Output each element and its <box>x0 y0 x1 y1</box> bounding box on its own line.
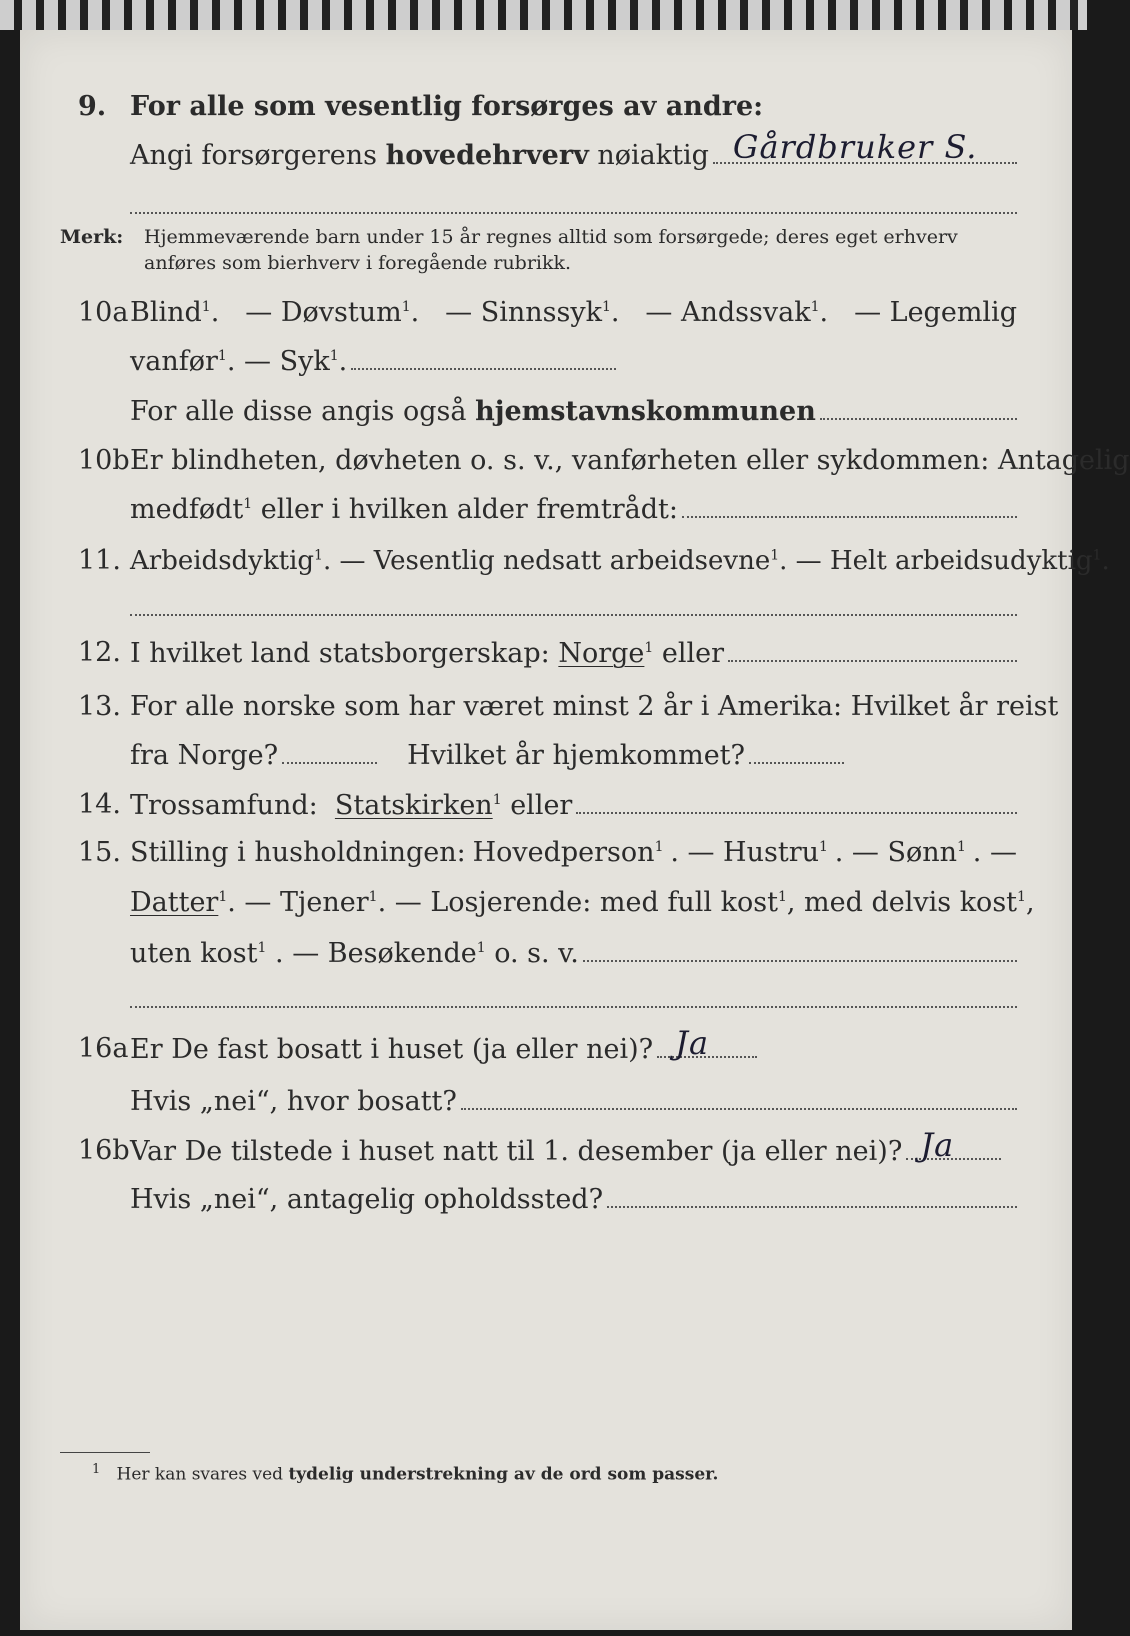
q14-statskirken: Statskirken$^1$ <box>334 790 502 821</box>
q16a-text: Er De fast bosatt i huset (ja eller nei)? <box>130 1034 654 1065</box>
q11-c: . — Helt arbeidsudyktig$^1$. <box>779 546 1110 576</box>
q10b-medfodt: medfødt$^1$ <box>130 494 253 525</box>
q9-prefix: Angi forsørgerens <box>130 140 377 171</box>
footnote-ref-mark: 1 <box>368 889 378 905</box>
footnote-ref-mark: 1 <box>957 839 966 855</box>
q13-text: For alle norske som har været minst 2 år i Amerika: Hvilket år reist <box>130 691 1059 722</box>
footnote <box>92 1462 718 1485</box>
q11-a: Arbeidsdyktig$^1$ <box>130 546 323 576</box>
footnote-ref-mark: 1 <box>492 792 502 808</box>
footnote-prefix: Her kan svares ved <box>116 1464 284 1485</box>
q15-osv: o. s. v. <box>494 938 579 969</box>
q10a-dovstum: — Døvstum$^1$. <box>245 297 420 328</box>
footnote-ref-mark: 1 <box>243 496 253 512</box>
q12-prefix: I hvilket land statsborgerskap: <box>130 638 550 669</box>
q10b-number: 10b <box>78 445 130 476</box>
q9-text: For alle som vesentlig forsørges av andre: <box>130 91 764 122</box>
q10a-number: 10a <box>78 297 129 328</box>
merk-note <box>60 224 1017 274</box>
merk-line2: anføres som bierhverv i foregående rubrikk. <box>144 252 572 274</box>
q16b-handwritten-answer: Ja <box>920 1126 955 1164</box>
q15-stilling: Stilling i husholdningen: <box>130 837 466 868</box>
q16a-handwritten-answer: Ja <box>675 1024 710 1062</box>
q15-tjener: . — Tjener$^1$ <box>227 887 378 918</box>
q13-reist: fra Norge? <box>130 740 279 771</box>
q10a-line3-bold: hjemstavnskommunen <box>475 396 816 427</box>
q15-extra-field[interactable] <box>130 1006 1017 1008</box>
q9-number: 9. <box>78 91 107 122</box>
q16a-number: 16a <box>78 1033 129 1064</box>
q15-uten-kost: uten kost$^1$ <box>130 938 267 969</box>
q16b-text: Var De tilstede i huset natt til 1. desember (ja eller nei)? <box>130 1136 903 1167</box>
footnote-ref-mark: 1 <box>644 640 654 656</box>
q11-number: 11. <box>78 545 121 576</box>
q16b-number: 16b <box>78 1135 130 1166</box>
q15-field[interactable] <box>583 936 1017 962</box>
q15-sonn: . — Sønn$^1$ <box>834 837 966 868</box>
footnote-ref-mark: 1 <box>810 299 820 315</box>
q10a-line3-prefix: For alle disse angis også <box>130 396 467 427</box>
q10a-sinnssyk: — Sinnssyk$^1$. <box>445 297 620 328</box>
footnote-ref-mark: 1 <box>257 940 267 956</box>
q13-reist-field[interactable] <box>282 738 377 764</box>
q9-handwritten-answer: Gårdbruker S. <box>732 128 978 166</box>
q14-field[interactable] <box>576 788 1017 814</box>
q16b-opholdssted-field[interactable] <box>607 1182 1017 1208</box>
q9-extra-line <box>130 212 1017 214</box>
q15-number: 15. <box>78 837 121 868</box>
q9-suffix: nøiaktig <box>597 140 709 171</box>
q9-answer-field[interactable] <box>713 128 1017 166</box>
q16b-opholdssted: Hvis „nei“, antagelig opholdssted? <box>130 1184 604 1215</box>
footnote-ref-mark: 1 <box>654 839 664 855</box>
footnote-ref-mark: 1 <box>218 889 228 905</box>
footnote-ref-mark: 1 <box>770 547 780 564</box>
q13-hjemkommet-field[interactable] <box>749 738 844 764</box>
q10b-field[interactable] <box>682 492 1017 518</box>
q15-delvis: , med delvis kost$^1$, <box>786 887 1035 918</box>
footnote-rule <box>60 1452 150 1453</box>
q10a-hjemstavn-field[interactable] <box>820 394 1017 420</box>
q13-number: 13. <box>78 691 121 722</box>
footnote-ref-mark: 1 <box>329 348 339 364</box>
q10a-syk-field[interactable] <box>351 344 616 370</box>
q12-field[interactable] <box>728 636 1017 662</box>
footnote-ref-mark: 1 <box>1092 547 1102 564</box>
q12-number: 12. <box>78 637 121 668</box>
q10a-andssvak: — Andssvak$^1$. <box>645 297 829 328</box>
q10a-legemlig: — Legemlig <box>854 297 1017 328</box>
q14-number: 14. <box>78 789 121 820</box>
footnote-bold: tydelig understrekning av de ord som passer. <box>288 1464 719 1485</box>
footnote-ref-mark: 1 <box>201 299 211 315</box>
q9-bold: hovedehrverv <box>385 140 589 171</box>
q15-hovedperson: Hovedperson$^1$ <box>472 837 664 868</box>
q14-prefix: Trossamfund: <box>130 790 318 821</box>
footnote-ref-mark: 1 <box>819 839 828 855</box>
q15-losjerende: . — Losjerende: med full kost$^1$ <box>377 887 787 918</box>
q15-dash: . — <box>972 837 1017 868</box>
q14-suffix: eller <box>510 790 573 821</box>
footnote-ref-mark: 1 <box>601 299 611 315</box>
footnote-ref-mark: 1 <box>1017 889 1026 905</box>
q12-norge: Norge$^1$ <box>558 638 654 669</box>
q16a-answer-field[interactable] <box>657 1024 757 1062</box>
scan-top-edge <box>0 0 1087 30</box>
footnote-ref-mark: 1 <box>401 299 411 315</box>
census-form-page <box>20 30 1130 1630</box>
footnote-ref-mark: 1 <box>217 348 227 364</box>
merk-line1: Hjemmeværende barn under 15 år regnes alltid som forsørgede; deres eget erhverv <box>144 226 958 248</box>
q15-besokende: . — Besøkende$^1$ <box>275 938 486 969</box>
q11-b: . — Vesentlig nedsatt arbeidsevne$^1$ <box>322 546 780 576</box>
q10b-text: Er blindheten, døvheten o. s. v., vanførheten eller sykdommen: Antagelig <box>130 445 1130 476</box>
q12-suffix: eller <box>661 638 725 669</box>
footnote-ref-mark: 1 <box>777 889 787 905</box>
q15-hustru: . — Hustru$^1$ <box>670 837 828 868</box>
q10a-syk: — Syk$^1$. <box>244 346 348 377</box>
q10a-blind: Blind$^1$. <box>130 297 220 328</box>
merk-label: Merk: <box>60 226 124 248</box>
q11-field[interactable] <box>130 614 1017 616</box>
q10a-vanfor: vanfør$^1$. <box>130 346 236 377</box>
q16a-bosatt-field[interactable] <box>461 1084 1017 1110</box>
footnote-ref-mark: 1 <box>314 547 323 564</box>
q10b-alder: eller i hvilken alder fremtrådt: <box>260 494 678 525</box>
q16b-answer-field[interactable] <box>906 1126 1001 1164</box>
q15-datter: Datter$^1$ <box>130 887 228 918</box>
footnote-mark: 1 <box>92 1462 101 1477</box>
q16a-bosatt: Hvis „nei“, hvor bosatt? <box>130 1086 457 1117</box>
footnote-ref-mark: 1 <box>476 940 486 956</box>
q13-hjemkommet: Hvilket år hjemkommet? <box>407 740 746 771</box>
